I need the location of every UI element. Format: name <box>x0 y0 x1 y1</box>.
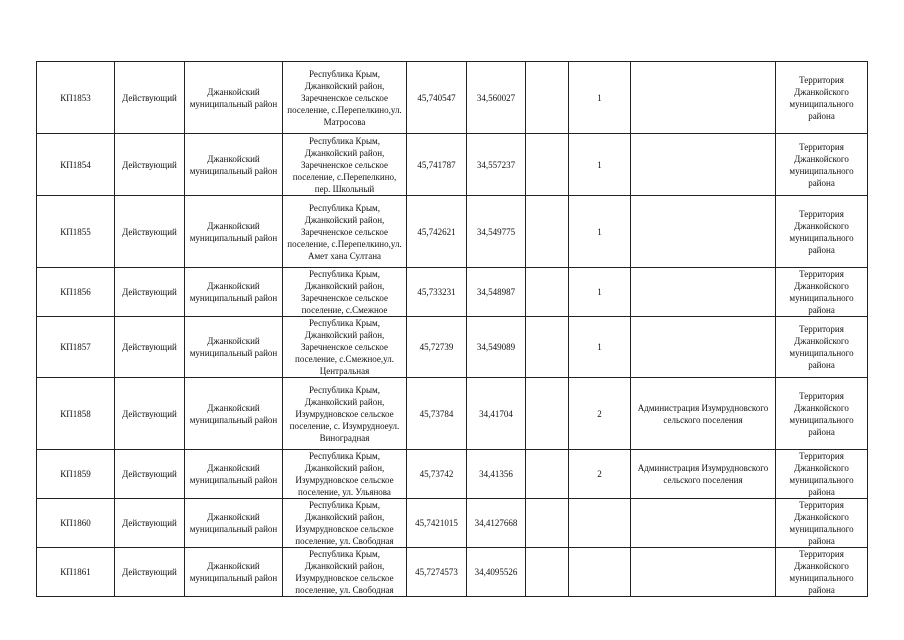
table-row <box>37 268 868 317</box>
count-cell: 1 <box>569 62 631 134</box>
longitude-cell: 34,41704 <box>467 378 526 450</box>
kp-code-cell: КП1860 <box>37 499 115 548</box>
latitude-cell: 45,741787 <box>407 134 467 196</box>
district-cell: Джанкойский муниципальный район <box>185 450 283 499</box>
empty-cell <box>526 317 569 378</box>
table-row <box>37 62 868 134</box>
count-cell <box>569 548 631 597</box>
status-cell: Действующий <box>115 134 185 196</box>
administration-cell: Администрация Изумрудновского сельского поселения <box>631 378 776 450</box>
administration-cell <box>631 317 776 378</box>
status-cell: Действующий <box>115 450 185 499</box>
empty-cell <box>526 268 569 317</box>
territory-cell: Территория Джанкойского муниципального района <box>776 317 868 378</box>
administration-cell <box>631 62 776 134</box>
empty-cell <box>526 196 569 268</box>
district-cell: Джанкойский муниципальный район <box>185 268 283 317</box>
address-cell: Республика Крым, Джанкойский район, Заречненское сельское поселение, с.Перепелкино,ул. Амет хана Султана <box>283 196 407 268</box>
territory-cell: Территория Джанкойского муниципального района <box>776 196 868 268</box>
longitude-cell: 34,41356 <box>467 450 526 499</box>
territory-cell: Территория Джанкойского муниципального района <box>776 268 868 317</box>
status-cell: Действующий <box>115 499 185 548</box>
address-cell: Республика Крым, Джанкойский район, Изумрудновское сельское поселение, ул. Свободная <box>283 548 407 597</box>
kp-code-cell: КП1855 <box>37 196 115 268</box>
table-row <box>37 450 868 499</box>
territory-cell: Территория Джанкойского муниципального района <box>776 378 868 450</box>
count-cell: 1 <box>569 317 631 378</box>
empty-cell <box>526 62 569 134</box>
latitude-cell: 45,73784 <box>407 378 467 450</box>
longitude-cell: 34,549775 <box>467 196 526 268</box>
empty-cell <box>526 548 569 597</box>
address-cell: Республика Крым, Джанкойский район, Изумрудновское сельское поселение, ул. Ульянова <box>283 450 407 499</box>
address-cell: Республика Крым, Джанкойский район, Заречненское сельское поселение, с.Перепелкино,ул. Матросова <box>283 62 407 134</box>
longitude-cell: 34,4095526 <box>467 548 526 597</box>
status-cell: Действующий <box>115 548 185 597</box>
empty-cell <box>526 499 569 548</box>
count-cell: 1 <box>569 134 631 196</box>
count-cell: 2 <box>569 378 631 450</box>
table-body <box>37 62 868 597</box>
territory-cell: Территория Джанкойского муниципального района <box>776 134 868 196</box>
longitude-cell: 34,560027 <box>467 62 526 134</box>
table-row <box>37 134 868 196</box>
kp-code-cell: КП1861 <box>37 548 115 597</box>
administration-cell <box>631 548 776 597</box>
kp-code-cell: КП1853 <box>37 62 115 134</box>
district-cell: Джанкойский муниципальный район <box>185 196 283 268</box>
kp-code-cell: КП1859 <box>37 450 115 499</box>
district-cell: Джанкойский муниципальный район <box>185 499 283 548</box>
count-cell <box>569 499 631 548</box>
kp-code-cell: КП1857 <box>37 317 115 378</box>
administration-cell <box>631 268 776 317</box>
administration-cell <box>631 134 776 196</box>
table-row <box>37 378 868 450</box>
table-row <box>37 548 868 597</box>
latitude-cell: 45,740547 <box>407 62 467 134</box>
administration-cell <box>631 196 776 268</box>
district-cell: Джанкойский муниципальный район <box>185 378 283 450</box>
address-cell: Республика Крым, Джанкойский район, Заречненское сельское поселение, с.Перепелкино, пер. Школьный <box>283 134 407 196</box>
count-cell: 1 <box>569 196 631 268</box>
district-cell: Джанкойский муниципальный район <box>185 134 283 196</box>
administration-cell: Администрация Изумрудновского сельского поселения <box>631 450 776 499</box>
address-cell: Республика Крым, Джанкойский район, Заречненское сельское поселение, с.Смежное,ул. Центральная <box>283 317 407 378</box>
empty-cell <box>526 378 569 450</box>
district-cell: Джанкойский муниципальный район <box>185 62 283 134</box>
latitude-cell: 45,7421015 <box>407 499 467 548</box>
table-row <box>37 317 868 378</box>
district-cell: Джанкойский муниципальный район <box>185 548 283 597</box>
longitude-cell: 34,549089 <box>467 317 526 378</box>
territory-cell: Территория Джанкойского муниципального района <box>776 499 868 548</box>
kp-code-cell: КП1854 <box>37 134 115 196</box>
address-cell: Республика Крым, Джанкойский район, Изумрудновское сельское поселение, с. Изумрудноеул. Виноградная <box>283 378 407 450</box>
longitude-cell: 34,4127668 <box>467 499 526 548</box>
empty-cell <box>526 134 569 196</box>
latitude-cell: 45,73742 <box>407 450 467 499</box>
latitude-cell: 45,742621 <box>407 196 467 268</box>
administration-cell <box>631 499 776 548</box>
longitude-cell: 34,548987 <box>467 268 526 317</box>
status-cell: Действующий <box>115 62 185 134</box>
count-cell: 2 <box>569 450 631 499</box>
address-cell: Республика Крым, Джанкойский район, Изумрудновское сельское поселение, ул. Свободная <box>283 499 407 548</box>
kp-code-cell: КП1858 <box>37 378 115 450</box>
count-cell: 1 <box>569 268 631 317</box>
table-row <box>37 499 868 548</box>
territory-cell: Территория Джанкойского муниципального района <box>776 62 868 134</box>
registry-table <box>36 61 868 597</box>
status-cell: Действующий <box>115 317 185 378</box>
status-cell: Действующий <box>115 268 185 317</box>
kp-code-cell: КП1856 <box>37 268 115 317</box>
latitude-cell: 45,72739 <box>407 317 467 378</box>
table-row <box>37 196 868 268</box>
empty-cell <box>526 450 569 499</box>
territory-cell: Территория Джанкойского муниципального района <box>776 548 868 597</box>
status-cell: Действующий <box>115 378 185 450</box>
status-cell: Действующий <box>115 196 185 268</box>
latitude-cell: 45,7274573 <box>407 548 467 597</box>
latitude-cell: 45,733231 <box>407 268 467 317</box>
territory-cell: Территория Джанкойского муниципального района <box>776 450 868 499</box>
longitude-cell: 34,557237 <box>467 134 526 196</box>
address-cell: Республика Крым, Джанкойский район, Заречненское сельское поселение, с.Смежное <box>283 268 407 317</box>
district-cell: Джанкойский муниципальный район <box>185 317 283 378</box>
